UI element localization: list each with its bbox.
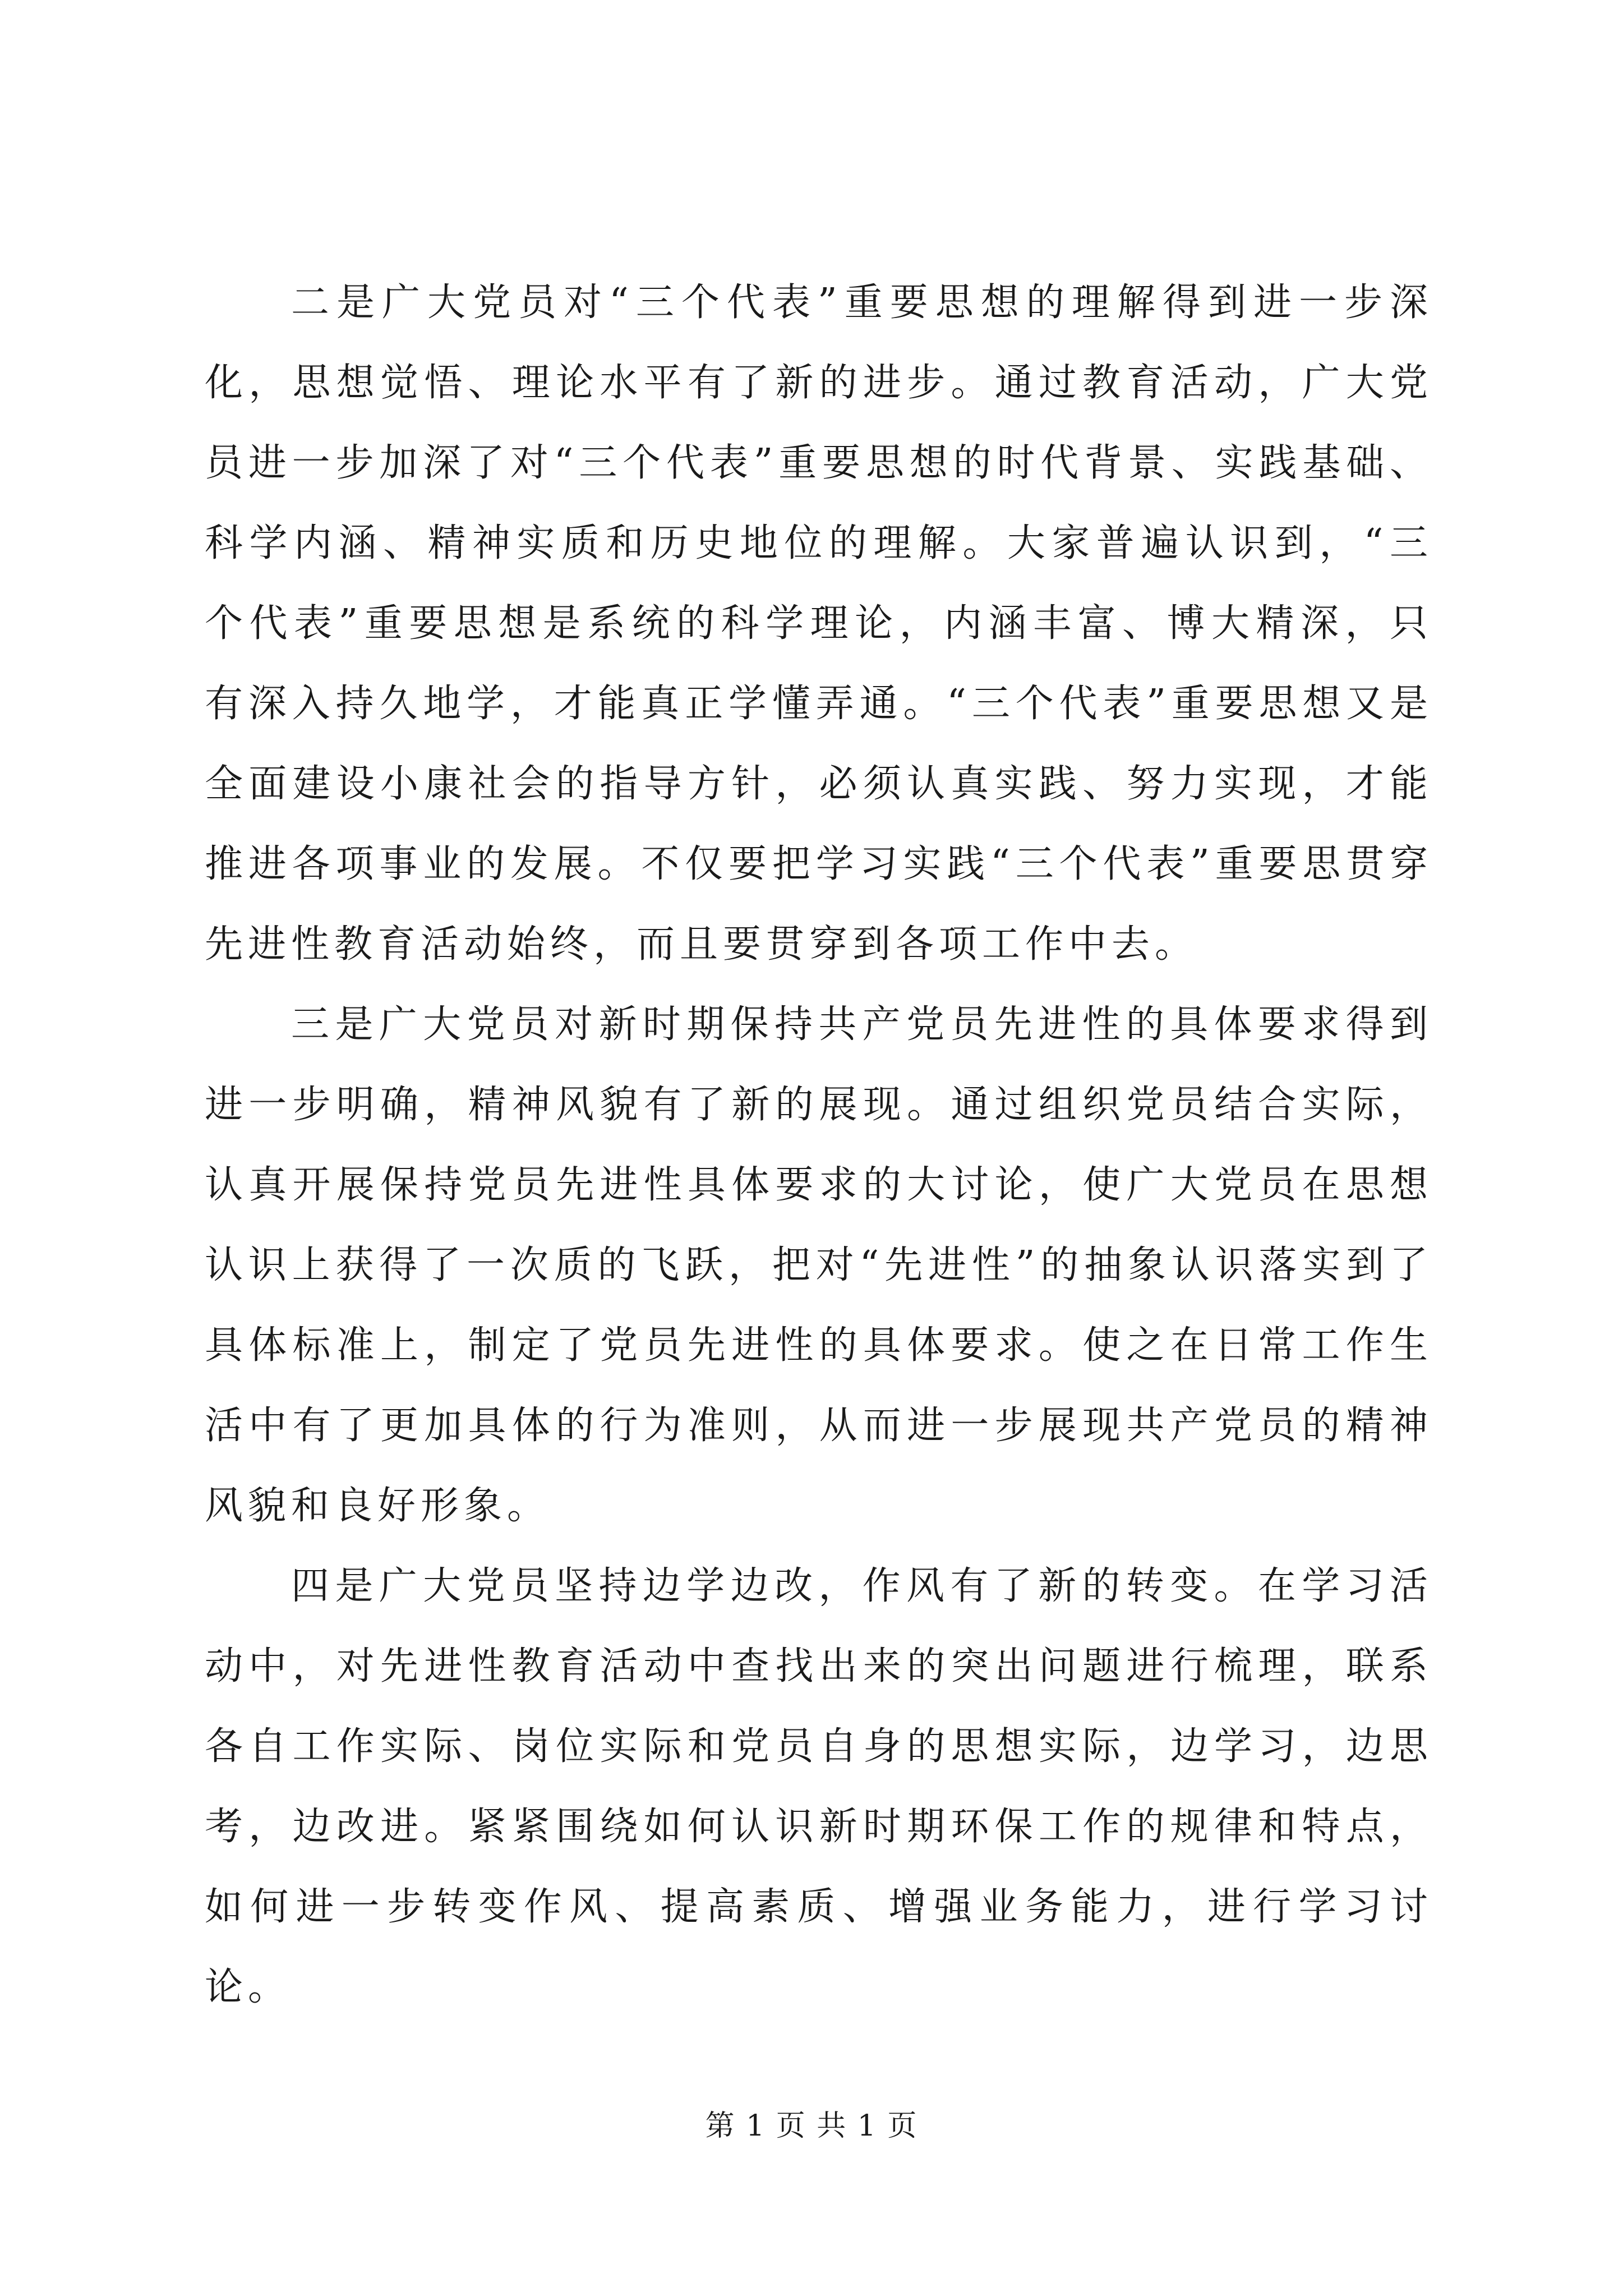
paragraph-2: 二是广大党员对“三个代表”重要思想的理解得到进一步深化，思想觉悟、理论水平有了新的进步。通过教育活动，广大党员进一步加深了对“三个代表”重要思想的时代背景、实践基础、科学内涵、精神实质和历史地位的理解。大家普遍认识到，“三个代表”重要思想是系统的科学理论，内涵丰富、博大精深，只有深入持久地学，才能真正学懂弄通。“三个代表”重要思想又是全面建设小康社会的指导方针，必须认真实践、努力实现，才能推进各项事业的发展。不仅要把学习实践“三个代表”重要思贯穿先进性教育活动始终，而且要贯穿到各项工作中去。 <box>205 280 1433 967</box>
page-number-footer: 第 1 页 共 1 页 <box>705 2109 918 2143</box>
paragraph-4: 四是广大党员坚持边学边改，作风有了新的转变。在学习活动中，对先进性教育活动中查找出来的突出问题进行梳理，联系各自工作实际、岗位实际和党员自身的思想实际，边学习，边思考，边改进。紧紧围绕如何认识新时期环保工作的规律和特点，如何进一步转变作风、提高素质、增强业务能力，进行学习讨论。 <box>205 1564 1433 2009</box>
paragraph-3: 三是广大党员对新时期保持共产党员先进性的具体要求得到进一步明确，精神风貌有了新的展现。通过组织党员结合实际，认真开展保持党员先进性具体要求的大讨论，使广大党员在思想认识上获得了一次质的飞跃，把对“先进性”的抽象认识落实到了具体标准上，制定了党员先进性的具体要求。使之在日常工作生活中有了更加具体的行为准则，从而进一步展现共产党员的精神风貌和良好形象。 <box>205 1002 1433 1528</box>
document-body <box>205 263 1433 2027</box>
